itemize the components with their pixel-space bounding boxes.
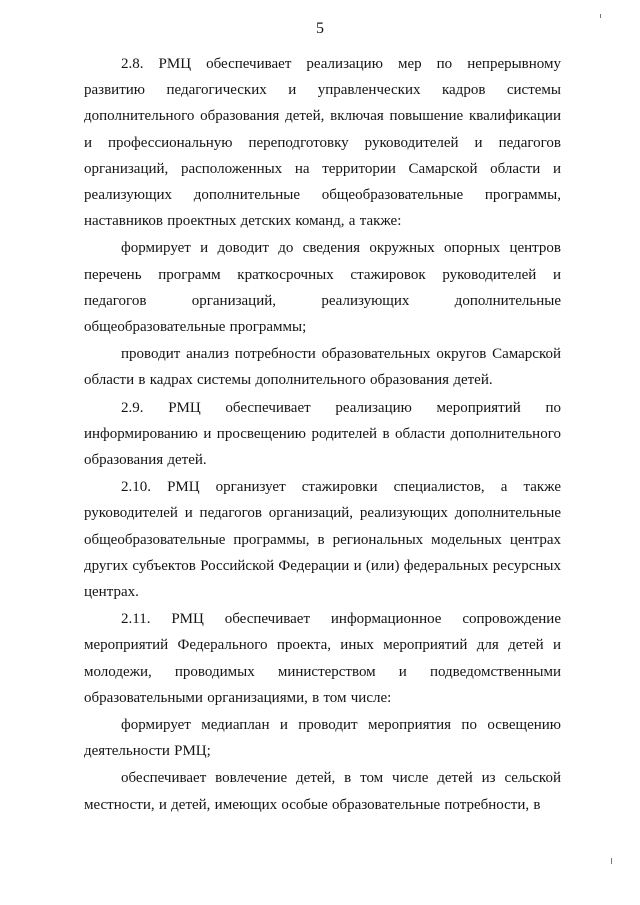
page-number: 5 xyxy=(316,20,324,37)
paragraph-2-8-item-2: проводит анализ потребности образовательных округов Самарской области в кадрах системы дополнительного образования детей. xyxy=(84,346,561,389)
paragraph-2-9: 2.9. РМЦ обеспечивает реализацию мероприятий по информированию и просвещению родителей в области дополнительного образования детей. xyxy=(84,399,561,469)
paragraph-2-8-item-1: формирует и доводит до сведения окружных опорных центров перечень программ краткосрочных стажировок руководителей и педагогов организаций, реализующих дополнительные общеобразовательные программы; xyxy=(84,240,561,336)
paragraph-2-11-item-1: формирует медиаплан и проводит мероприятия по освещению деятельности РМЦ; xyxy=(84,717,561,760)
paragraph-2-10: 2.10. РМЦ организует стажировки специалистов, а также руководителей и педагогов организаций, реализующих дополнительные общеобразовательные программы, в региональных модельных центрах других субъектов Российской Федерации и (или) федеральных ресурсных центрах. xyxy=(84,479,561,601)
paragraph-2-11: 2.11. РМЦ обеспечивает информационное сопровождение мероприятий Федерального проекта, иных мероприятий для детей и молодежи, проводимых министерством и подведомственными образовательными организациями, в том числе: xyxy=(84,611,561,706)
scan-mark xyxy=(611,858,612,864)
paragraph-2-11-item-2: обеспечивает вовлечение детей, в том числе детей из сельской местности, и детей, имеющих особые образовательные потребности, в xyxy=(84,770,561,813)
document-body xyxy=(84,51,561,818)
scan-mark xyxy=(600,14,601,18)
paragraph-2-8: 2.8. РМЦ обеспечивает реализацию мер по непрерывному развитию педагогических и управленческих кадров системы дополнительного образования детей, включая повышение квалификации и профессиональную переподготовку руководителей и педагогов организаций, расположенных на территории Самарской области и реализующих дополнительные общеобразовательные программы, наставников проектных детских команд, а также: xyxy=(84,56,561,230)
